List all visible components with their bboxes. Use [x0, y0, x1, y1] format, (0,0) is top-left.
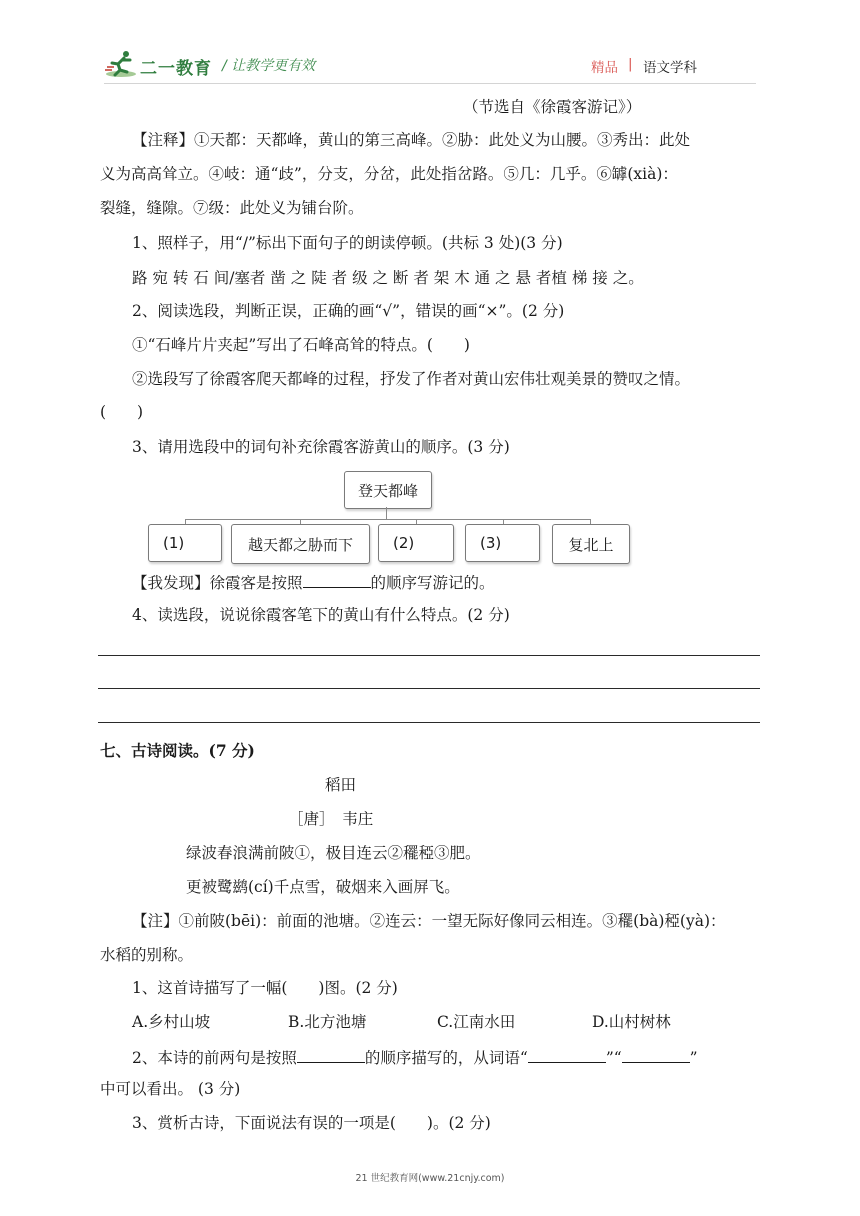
- poem-line-1: 绿波春浪满前陂①，极目连云②䆉稏③肥。: [186, 844, 481, 862]
- section-7-title: 七、古诗阅读。(7 分): [100, 741, 255, 760]
- diagram-box-5: 复北上: [552, 524, 630, 564]
- option-c: C.江南水田: [437, 1013, 516, 1031]
- question-1: 1、照样子，用“/”标出下面句子的朗读停顿。(共标 3 处)(3 分): [132, 234, 563, 252]
- poem-q2-blank-3: [622, 1046, 690, 1063]
- question-3: 3、请用选段中的词句补充徐霞客游黄山的顺序。(3 分): [132, 438, 510, 456]
- footer-source: 21 世纪教育网(www.21cnjy.com): [355, 1173, 505, 1184]
- diagram-blank-box-1: (1): [148, 524, 222, 562]
- header-divider: |: [628, 56, 633, 72]
- discover-suffix: 的顺序写游记的。: [370, 574, 495, 592]
- answer-line-2: [98, 688, 760, 689]
- poem-note-line-1: 【注】①前陂(bēi)：前面的池塘。②连云：一望无际好像同云相连。③䆉(bà)稏(yà)：: [132, 912, 726, 930]
- diagram-stem: [386, 507, 387, 519]
- poem-question-2-line-2: 中可以看出。 (3 分): [100, 1080, 241, 1098]
- poem-question-2: [132, 1046, 698, 1068]
- annotation-line-3: 裂缝，缝隙。⑦级：此处义为铺台阶。: [100, 199, 364, 217]
- diagram-blank-box-2: (2): [378, 524, 454, 562]
- poem-note-line-2: 水稻的别称。: [100, 946, 194, 964]
- header-rule: [104, 83, 756, 84]
- poem-q2-prefix: 2、本诗的前两句是按照: [132, 1049, 297, 1067]
- logo-text: 二一教育: [140, 59, 212, 79]
- question-4: 4、读选段，说说徐霞客笔下的黄山有什么特点。(2 分): [132, 606, 510, 624]
- question-2-item-1: ①“石峰片片夹起”写出了石峰高耸的特点。( ): [132, 336, 470, 354]
- diagram-box-2: 越天都之胁而下: [231, 524, 370, 564]
- poem-title: 稻田: [325, 776, 357, 794]
- source-note: （节选自《徐霞客游记》）: [463, 98, 642, 116]
- question-2: 2、阅读选段，判断正误，正确的画“√”，错误的画“×”。(2 分): [132, 302, 565, 320]
- poem-q2-mid: 的顺序描写的，从词语“: [364, 1049, 528, 1067]
- diagram-branch-line: [185, 519, 591, 520]
- option-b: B.北方池塘: [288, 1013, 367, 1031]
- poem-author: ［唐］ 韦庄: [288, 810, 374, 828]
- diagram-blank-box-3: (3): [465, 524, 540, 562]
- poem-q2-blank-1: [297, 1046, 365, 1063]
- option-d: D.山村树林: [592, 1013, 671, 1031]
- poem-q2-blank-2: [528, 1046, 606, 1063]
- discover-prefix: 【我发现】徐霞客是按照: [132, 574, 303, 592]
- premium-label: 精品: [591, 60, 618, 76]
- question-2-item-2: ②选段写了徐霞客爬天都峰的过程，抒发了作者对黄山宏伟壮观美景的赞叹之情。: [132, 370, 691, 388]
- answer-line-3: [98, 722, 760, 723]
- annotation-line-2: 义为高高耸立。④岐：通“歧”，分支，分岔，此处指岔路。⑤几：几乎。⑥罅(xià)：: [100, 165, 678, 183]
- option-a: A.乡村山坡: [132, 1013, 211, 1031]
- running-man-logo-icon: [104, 50, 138, 78]
- answer-line-1: [98, 655, 760, 656]
- slogan: / 让教学更有效: [222, 58, 316, 74]
- poem-q2-mid2: ”“: [605, 1049, 622, 1067]
- poem-line-2: 更被鹭鹚(cí)千点雪，破烟来入画屏飞。: [186, 878, 460, 896]
- poem-question-1: 1、这首诗描写了一幅( )图。(2 分): [132, 979, 398, 997]
- subject-label: 语文学科: [643, 60, 697, 76]
- poem-q2-end: ”: [689, 1049, 698, 1067]
- annotation-line-1: 【注释】①天都：天都峰，黄山的第三高峰。②胁：此处义为山腰。③秀出：此处: [132, 131, 691, 149]
- discover-blank: [303, 571, 371, 588]
- question-1-sentence: 路 宛 转 石 间/塞者 凿 之 陡 者 级 之 断 者 架 木 通 之 悬 者植 梯 接 之。: [132, 269, 644, 287]
- discover-line: [132, 571, 495, 593]
- question-2-item-2-paren: ( ): [100, 403, 144, 421]
- poem-question-3: 3、赏析古诗，下面说法有误的一项是( )。(2 分): [132, 1114, 491, 1132]
- diagram-top-box: 登天都峰: [344, 471, 432, 509]
